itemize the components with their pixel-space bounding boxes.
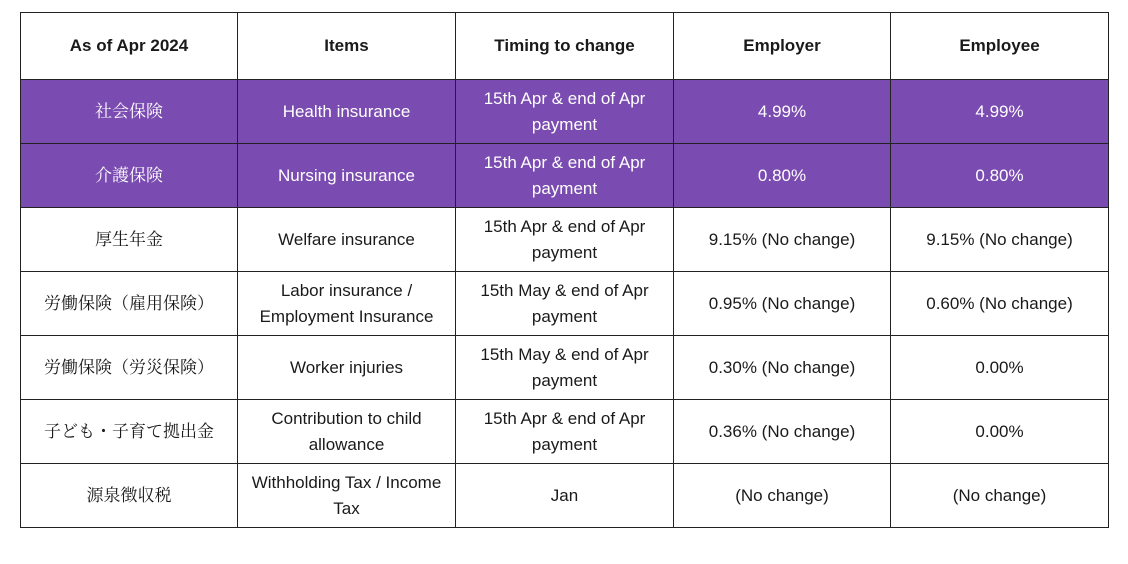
- row-timing: 15th Apr & end of Apr payment: [456, 80, 674, 144]
- header-items: Items: [238, 13, 456, 80]
- row-employer-rate: 4.99%: [674, 80, 891, 144]
- row-employee-rate: 0.60% (No change): [891, 272, 1109, 336]
- table-row: [21, 336, 1109, 400]
- header-as-of: As of Apr 2024: [21, 13, 238, 80]
- row-employer-rate: 0.95% (No change): [674, 272, 891, 336]
- table-row: [21, 400, 1109, 464]
- row-item: Nursing insurance: [238, 144, 456, 208]
- row-category: 社会保険: [21, 80, 238, 144]
- row-category: 労働保険（雇用保険）: [21, 272, 238, 336]
- row-item: Worker injuries: [238, 336, 456, 400]
- row-category: 子ども・子育て拠出金: [21, 400, 238, 464]
- insurance-rates-table-container: [20, 12, 1108, 528]
- row-employer-rate: 0.80%: [674, 144, 891, 208]
- row-item: Withholding Tax / Income Tax: [238, 464, 456, 528]
- table-row: [21, 272, 1109, 336]
- row-category: 介護保険: [21, 144, 238, 208]
- row-employer-rate: 0.36% (No change): [674, 400, 891, 464]
- table-row: [21, 80, 1109, 144]
- row-item: Welfare insurance: [238, 208, 456, 272]
- row-employee-rate: 0.00%: [891, 400, 1109, 464]
- row-category: 源泉徴収税: [21, 464, 238, 528]
- row-category: 厚生年金: [21, 208, 238, 272]
- row-timing: 15th Apr & end of Apr payment: [456, 208, 674, 272]
- row-employee-rate: 0.80%: [891, 144, 1109, 208]
- row-employer-rate: 0.30% (No change): [674, 336, 891, 400]
- header-row: [21, 13, 1109, 80]
- row-item: Contribution to child allowance: [238, 400, 456, 464]
- row-employer-rate: (No change): [674, 464, 891, 528]
- table-row: [21, 208, 1109, 272]
- row-item: Health insurance: [238, 80, 456, 144]
- row-employee-rate: 0.00%: [891, 336, 1109, 400]
- header-employer: Employer: [674, 13, 891, 80]
- row-timing: 15th May & end of Apr payment: [456, 272, 674, 336]
- row-item: Labor insurance / Employment Insurance: [238, 272, 456, 336]
- table-row: [21, 144, 1109, 208]
- row-employee-rate: 4.99%: [891, 80, 1109, 144]
- header-employee: Employee: [891, 13, 1109, 80]
- row-category: 労働保険（労災保険）: [21, 336, 238, 400]
- row-timing: Jan: [456, 464, 674, 528]
- row-timing: 15th Apr & end of Apr payment: [456, 400, 674, 464]
- insurance-rates-table: [20, 12, 1109, 528]
- row-timing: 15th May & end of Apr payment: [456, 336, 674, 400]
- row-employee-rate: 9.15% (No change): [891, 208, 1109, 272]
- row-timing: 15th Apr & end of Apr payment: [456, 144, 674, 208]
- row-employer-rate: 9.15% (No change): [674, 208, 891, 272]
- table-row: [21, 464, 1109, 528]
- header-timing: Timing to change: [456, 13, 674, 80]
- row-employee-rate: (No change): [891, 464, 1109, 528]
